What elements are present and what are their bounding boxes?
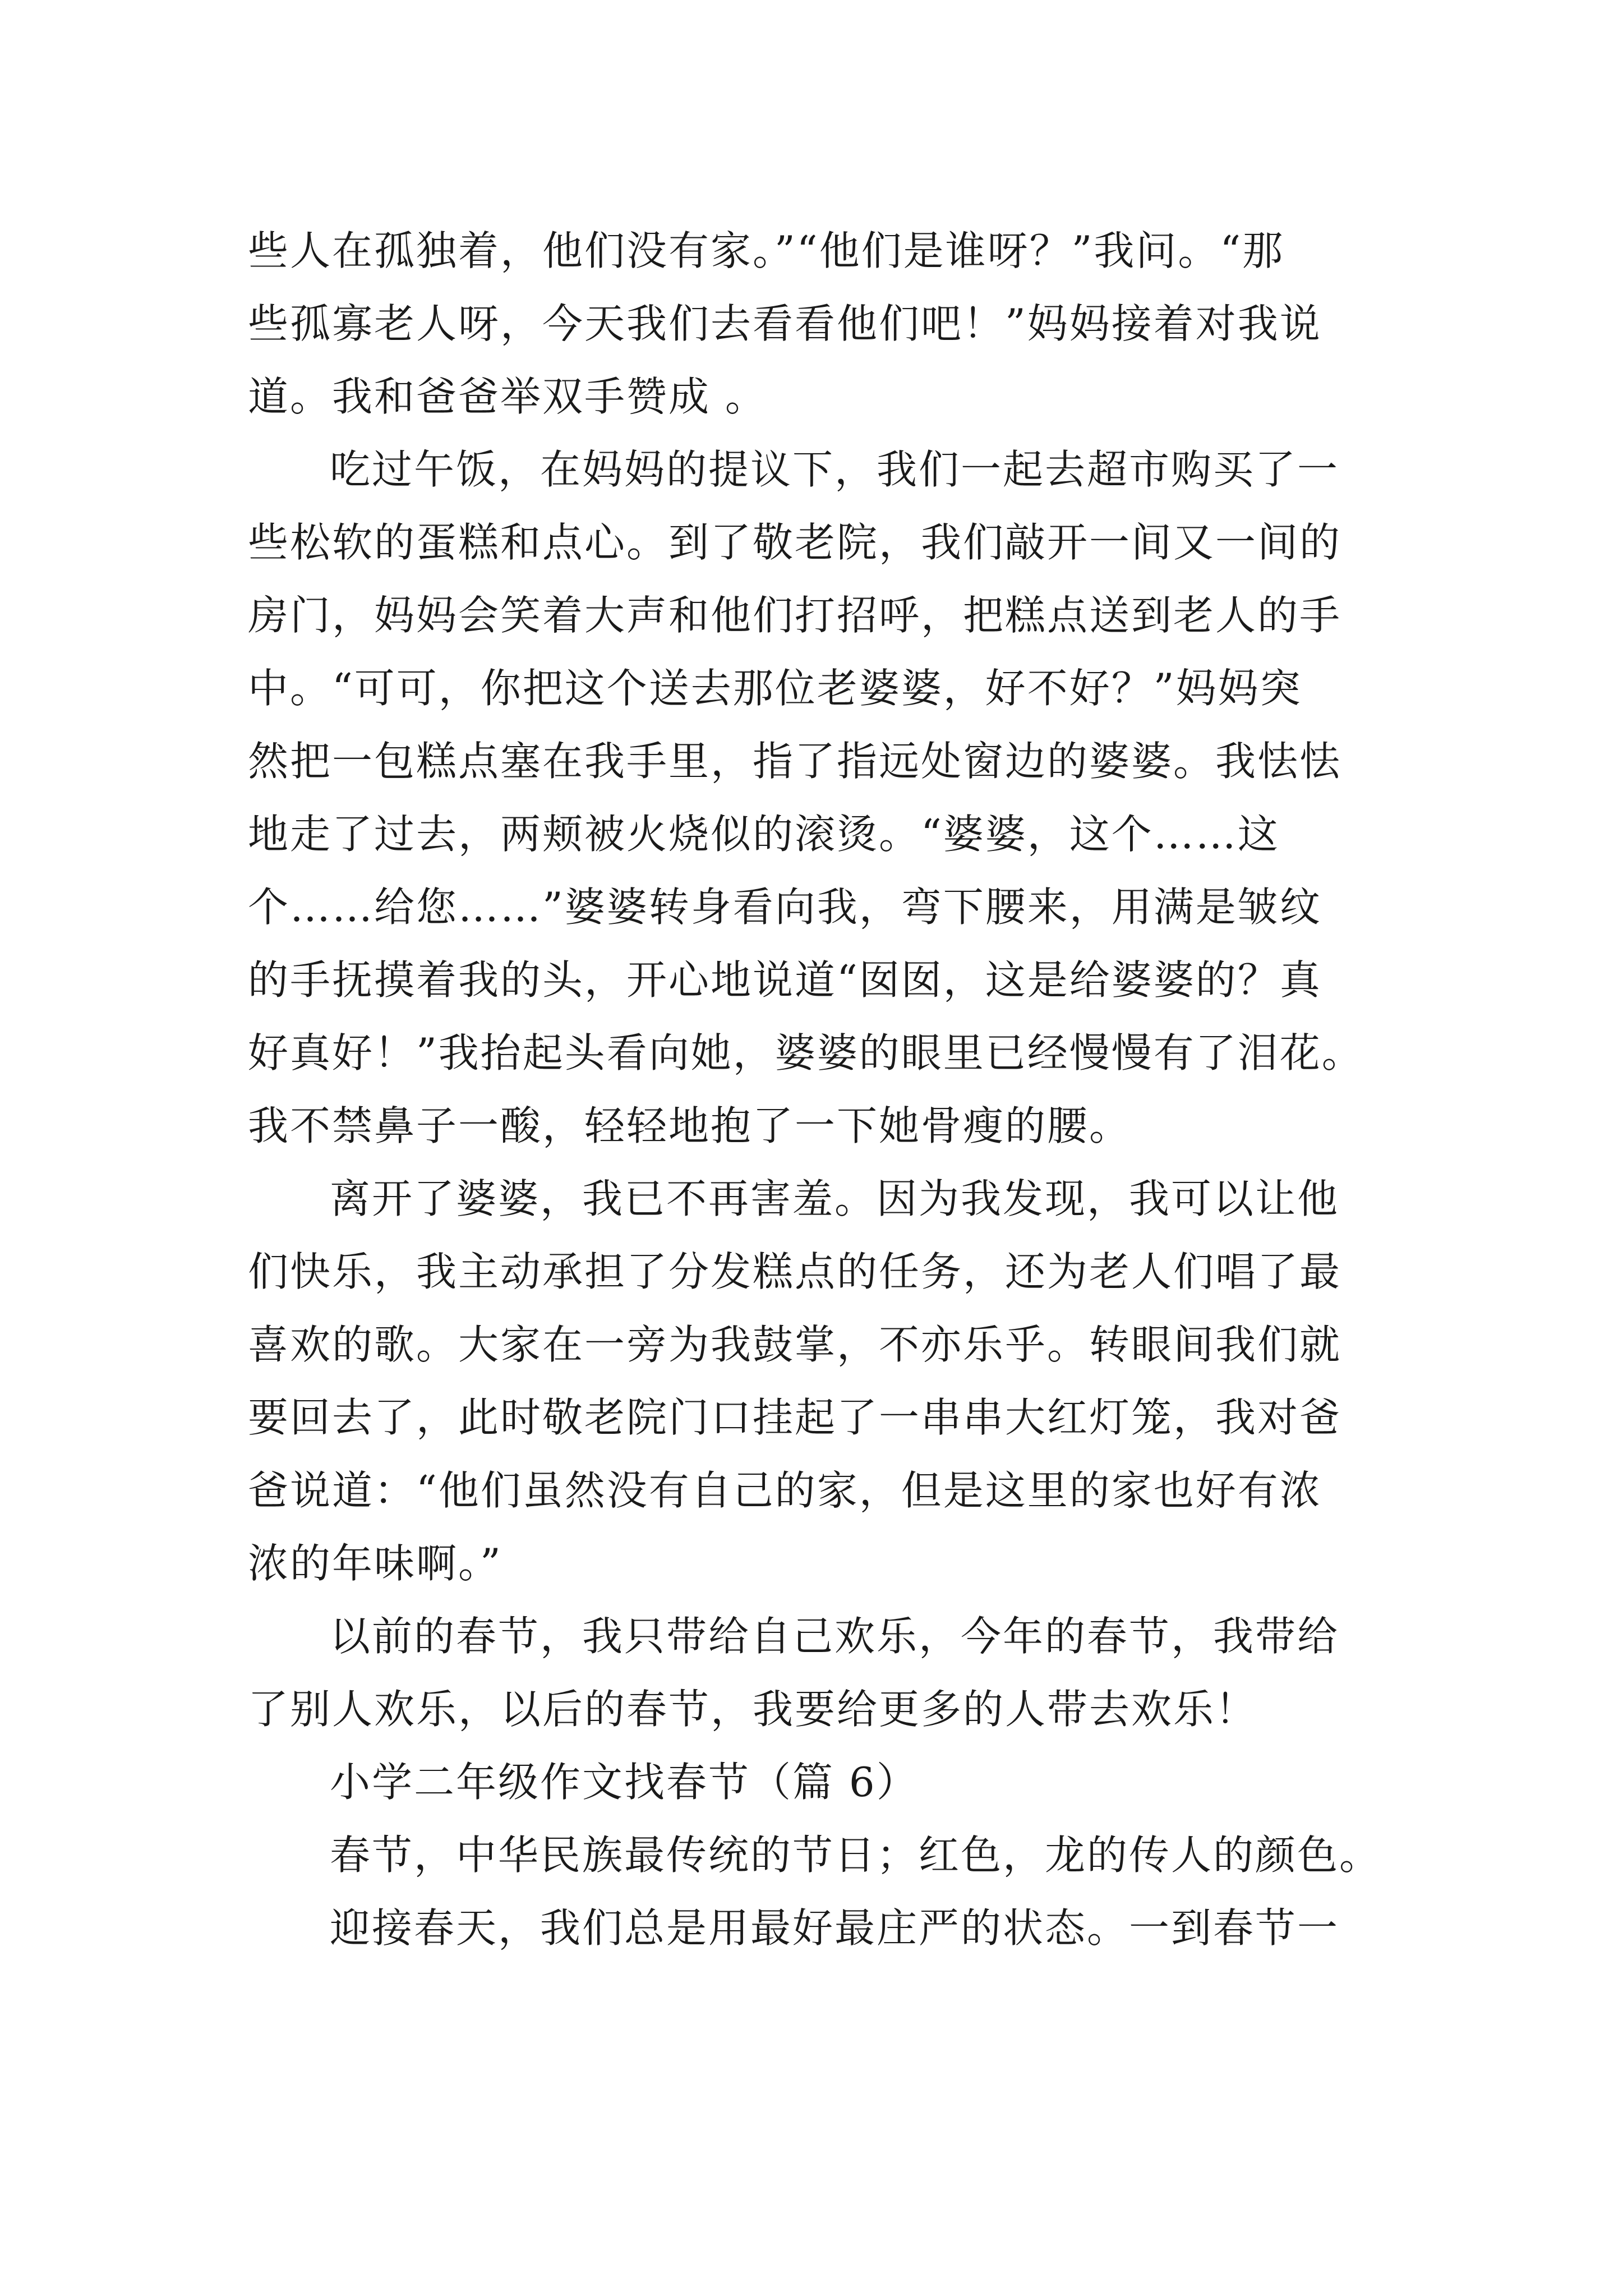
text-line: 小学二年级作文找春节（篇 6） (330, 1759, 919, 1806)
text-line: 了别人欢乐，以后的春节，我要给更多的人带去欢乐！ (248, 1686, 1258, 1733)
text-line: 浓的年味啊。” (248, 1540, 502, 1587)
text-line: 个……给您……”婆婆转身看向我，弯下腰来，用满是皱纹 (248, 884, 1322, 931)
text-line: 喜欢的歌。大家在一旁为我鼓掌，不亦乐乎。转眼间我们就 (248, 1321, 1342, 1368)
text-line: 吃过午饭，在妈妈的提议下，我们一起去超市购买了一 (330, 446, 1340, 493)
text-line: 们快乐，我主动承担了分发糕点的任务，还为老人们唱了最 (248, 1248, 1342, 1295)
text-line: 然把一包糕点塞在我手里，指了指远处窗边的婆婆。我怯怯 (248, 738, 1342, 785)
text-line: 些人在孤独着，他们没有家。”“他们是谁呀？”我问。“那 (248, 227, 1285, 274)
text-line: 以前的春节，我只带给自己欢乐，今年的春节，我带给 (330, 1613, 1340, 1660)
text-line: 些孤寡老人呀，今天我们去看看他们吧！”妈妈接着对我说 (248, 300, 1322, 347)
text-line: 离开了婆婆，我已不再害羞。因为我发现，我可以让他 (330, 1175, 1340, 1222)
text-line: 爸说道：“他们虽然没有自己的家，但是这里的家也好有浓 (248, 1467, 1322, 1514)
text-line: 房门，妈妈会笑着大声和他们打招呼，把糕点送到老人的手 (248, 592, 1342, 639)
text-line: 春节，中华民族最传统的节日；红色，龙的传人的颜色。 (330, 1832, 1382, 1879)
text-line: 迎接春天，我们总是用最好最庄严的状态。一到春节一 (330, 1904, 1340, 1952)
text-line: 的手抚摸着我的头，开心地说道“囡囡，这是给婆婆的？真 (248, 956, 1322, 1004)
text-line: 我不禁鼻子一酸，轻轻地抱了一下她骨瘦的腰。 (248, 1102, 1132, 1149)
text-line: 地走了过去，两颊被火烧似的滚烫。“婆婆，这个……这 (248, 811, 1280, 858)
text-line: 些松软的蛋糕和点心。到了敬老院，我们敲开一间又一间的 (248, 519, 1342, 566)
text-line: 中。“可可，你把这个送去那位老婆婆，好不好？”妈妈突 (248, 665, 1302, 712)
text-line: 要回去了，此时敬老院门口挂起了一串串大红灯笼，我对爸 (248, 1394, 1342, 1441)
text-line: 好真好！”我抬起头看向她，婆婆的眼里已经慢慢有了泪花。 (248, 1029, 1364, 1076)
body-text (248, 214, 1381, 1964)
text-line: 道。我和爸爸举双手赞成 。 (248, 373, 767, 420)
